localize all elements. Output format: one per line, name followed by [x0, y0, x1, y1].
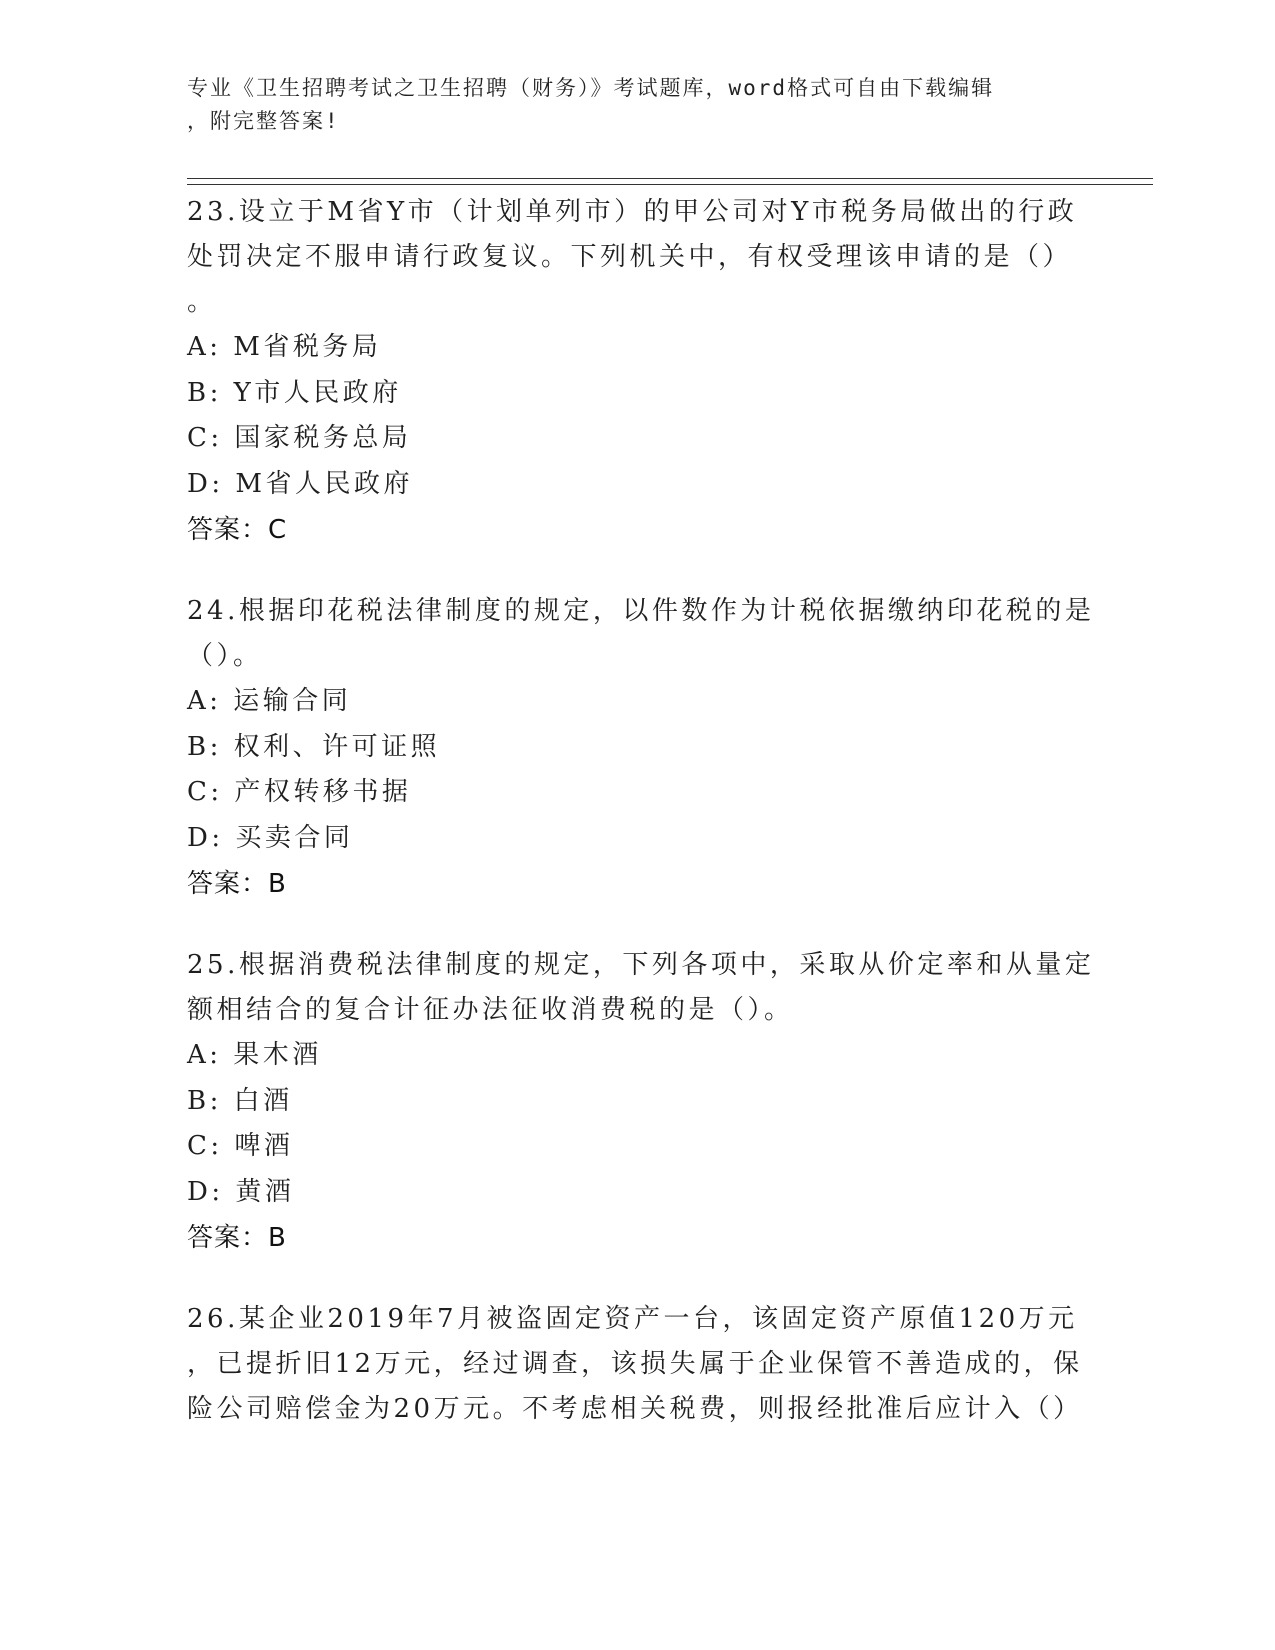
- question-text-line: 额相结合的复合计征办法征收消费税的是（）。: [187, 995, 794, 1025]
- option-d: D: 黄酒: [187, 1176, 295, 1207]
- header-divider-bottom: [187, 184, 1153, 185]
- question-24: [187, 589, 1095, 907]
- question-text-line: 23.设立于M省Y市（计划单列市）的甲公司对Y市税务局做出的行政: [187, 197, 1078, 227]
- question-23: [187, 190, 1087, 553]
- answer-label: 答案：C: [187, 515, 288, 545]
- question-25: [187, 943, 1095, 1261]
- question-text-line: 26.某企业2019年7月被盗固定资产一台，该固定资产原值120万元: [187, 1304, 1078, 1334]
- option-d: D: 买卖合同: [187, 822, 354, 853]
- answer-label: 答案：B: [187, 1223, 287, 1253]
- option-b: B: Y市人民政府: [187, 377, 402, 408]
- option-c: C: 啤酒: [187, 1131, 294, 1161]
- question-text-line: 。: [187, 287, 217, 317]
- option-a: A: 运输合同: [187, 686, 352, 716]
- header-line-1: 专业《卫生招聘考试之卫生招聘（财务）》考试题库，word格式可自由下载编辑: [187, 76, 995, 100]
- option-a: A: 果木酒: [187, 1040, 322, 1070]
- question-text-line: 24.根据印花税法律制度的规定，以件数作为计税依据缴纳印花税的是: [187, 596, 1095, 626]
- question-text-line: （）。: [187, 641, 263, 671]
- header-line-2: ，附完整答案!: [187, 109, 340, 133]
- option-d: D: M省人民政府: [187, 468, 413, 499]
- header-divider-top: [187, 178, 1153, 179]
- option-a: A: M省税务局: [187, 332, 382, 362]
- answer-label: 答案：B: [187, 869, 287, 899]
- option-b: B: 权利、许可证照: [187, 731, 441, 762]
- question-text-line: 处罚决定不服申请行政复议。下列机关中，有权受理该申请的是（）: [187, 242, 1073, 272]
- question-26: [187, 1297, 1087, 1432]
- question-list: [187, 190, 1095, 1468]
- question-text-line: ，已提折旧12万元，经过调查，该损失属于企业保管不善造成的，保: [187, 1349, 1083, 1379]
- question-text-line: 险公司赔偿金为20万元。不考虑相关税费，则报经批准后应计入（）: [187, 1394, 1083, 1424]
- question-text-line: 25.根据消费税法律制度的规定，下列各项中，采取从价定率和从量定: [187, 950, 1095, 980]
- option-b: B: 白酒: [187, 1085, 293, 1116]
- option-c: C: 产权转移书据: [187, 777, 412, 807]
- document-header: [187, 72, 1067, 138]
- option-c: C: 国家税务总局: [187, 423, 412, 453]
